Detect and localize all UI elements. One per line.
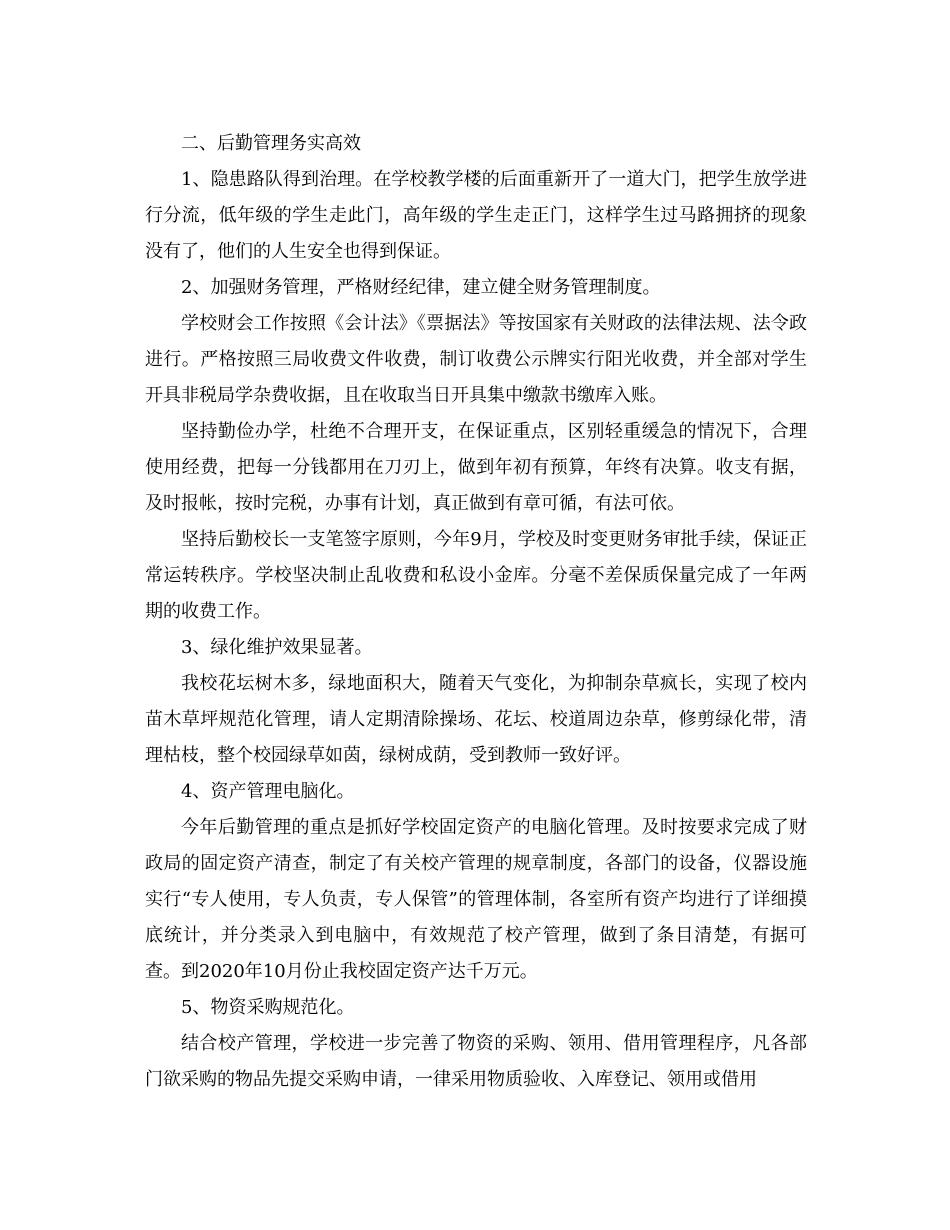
paragraph-approval: 坚持后勤校长一支笔签字原则，今年9月，学校及时变更财务审批手续，保证正常运转秩序。学校坚决制止乱收费和私设小金库。分毫不差保质保量完成了一年两期的收费工作。	[145, 529, 807, 622]
document-body	[145, 126, 807, 1098]
paragraph-thrift: 坚持勤俭办学，杜绝不合理开支，在保证重点，区别轻重缓急的情况下，合理使用经费，把每一分钱都用在刀刃上，做到年初有预算，年终有决算。收支有据，及时报帐，按时完税，办事有计划，真正做到有章可循，有法可依。	[145, 421, 807, 514]
subheading-assets: 4、资产管理电脑化。	[181, 781, 355, 802]
subheading-finance: 2、加强财务管理，严格财经纪律，建立健全财务管理制度。	[181, 277, 661, 298]
section-heading: 二、后勤管理务实高效	[181, 133, 361, 154]
paragraph-accounting-law: 学校财会工作按照《会计法》《票据法》等按国家有关财政的法律法规、法令政进行。严格按照三局收费文件收费，制订收费公示牌实行阳光收费，并全部对学生开具非税局学杂费收据，且在收取当日开具集中缴款书缴库入账。	[145, 313, 807, 406]
paragraph-hazard-route: 1、隐患路队得到治理。在学校教学楼的后面重新开了一道大门，把学生放学进行分流，低年级的学生走此门，高年级的学生走正门，这样学生过马路拥挤的现象没有了，他们的人生安全也得到保证。	[145, 169, 807, 262]
paragraph-greening: 我校花坛树木多，绿地面积大，随着天气变化，为抑制杂草疯长，实现了校内苗木草坪规范化管理，请人定期清除操场、花坛、校道周边杂草，修剪绿化带，清理枯枝，整个校园绿草如茵，绿树成荫，受到教师一致好评。	[145, 673, 807, 766]
paragraph-assets: 今年后勤管理的重点是抓好学校固定资产的电脑化管理。及时按要求完成了财政局的固定资产清查，制定了有关校产管理的规章制度，各部门的设备，仪器设施实行“专人使用，专人负责，专人保管”的管理体制，各室所有资产均进行了详细摸底统计，并分类录入到电脑中，有效规范了校产管理，做到了条目清楚，有据可查。到2020年10月份止我校固定资产达千万元。	[145, 817, 807, 982]
subheading-procurement: 5、物资采购规范化。	[181, 997, 355, 1018]
paragraph-procurement: 结合校产管理，学校进一步完善了物资的采购、领用、借用管理程序，凡各部门欲采购的物品先提交采购申请，一律采用物质验收、入库登记、领用或借用	[145, 1033, 807, 1090]
subheading-greening: 3、绿化维护效果显著。	[181, 637, 373, 658]
